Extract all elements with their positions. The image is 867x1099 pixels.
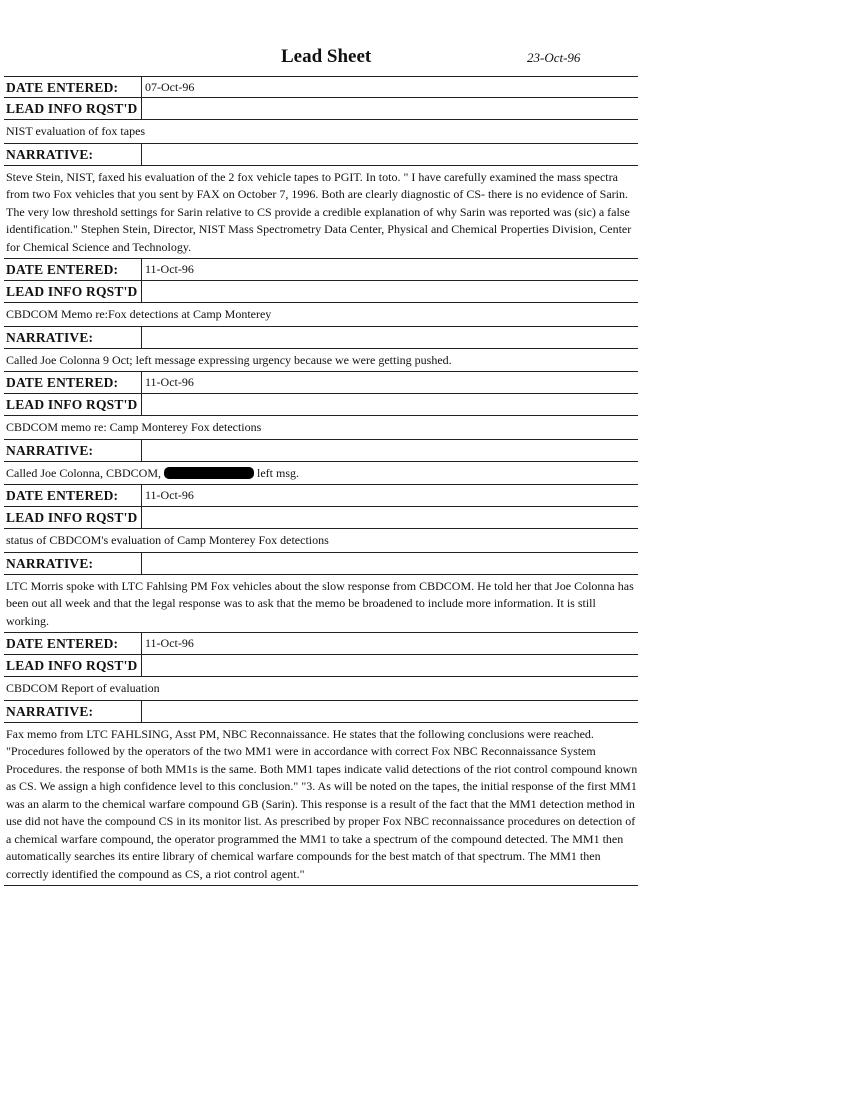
narrative-text: LTC Morris spoke with LTC Fahlsing PM Fox vehicles about the slow response from CBDCOM. He told her that Joe Colonna has been out all week and that the legal response was to ask that the memo be broadened to include more information. It is still working. bbox=[4, 575, 638, 634]
date-entered-row bbox=[4, 372, 638, 394]
lead-subject: NIST evaluation of fox tapes bbox=[4, 120, 638, 144]
narrative-row bbox=[4, 144, 638, 166]
date-entered-row bbox=[4, 259, 638, 281]
narrative-label: NARRATIVE: bbox=[4, 327, 142, 348]
lead-info-row bbox=[4, 394, 638, 416]
narrative-text: Steve Stein, NIST, faxed his evaluation of the 2 fox vehicle tapes to PGIT. In toto. " I have carefully examined the mass spectra from two Fox vehicles that you sent by FAX on October 7, 1996. Both are clearly diagnostic of CS- there is no evidence of Sarin. The very low threshold settings for Sarin relative to CS provide a credible explanation of why Sarin was reported was (sic) a false identification." Stephen Stein, Director, NIST Mass Spectrometry Data Center, Physical and Chemical Properties Division, Center for Chemical Science and Technology. bbox=[4, 166, 638, 260]
date-entered-row bbox=[4, 485, 638, 507]
date-entered-label: DATE ENTERED: bbox=[4, 77, 142, 97]
date-entered-row bbox=[4, 76, 638, 98]
lead-info-value bbox=[142, 507, 638, 528]
narrative-row bbox=[4, 553, 638, 575]
sheet-date: 23-Oct-96 bbox=[527, 50, 581, 65]
lead-entries bbox=[4, 76, 638, 886]
date-entered-value: 11-Oct-96 bbox=[145, 636, 194, 650]
date-entered-label: DATE ENTERED: bbox=[4, 259, 142, 280]
date-entered-label: DATE ENTERED: bbox=[4, 633, 142, 654]
narrative-text-start: Called Joe Colonna, CBDCOM, bbox=[6, 465, 161, 480]
lead-info-row bbox=[4, 507, 638, 529]
date-entered-label: DATE ENTERED: bbox=[4, 372, 142, 393]
redaction-mark bbox=[164, 467, 254, 479]
lead-subject: CBDCOM Report of evaluation bbox=[4, 677, 638, 701]
lead-info-value bbox=[142, 98, 638, 119]
narrative-row bbox=[4, 440, 638, 462]
lead-subject: CBDCOM memo re: Camp Monterey Fox detections bbox=[4, 416, 638, 440]
date-entered-value: 11-Oct-96 bbox=[145, 488, 194, 502]
narrative-text: Called Joe Colonna 9 Oct; left message expressing urgency because we were getting pushed. bbox=[4, 349, 638, 373]
date-entered-value: 07-Oct-96 bbox=[145, 80, 195, 94]
page-title: Lead Sheet bbox=[281, 46, 372, 67]
lead-info-label: LEAD INFO RQST'D bbox=[4, 394, 142, 415]
narrative-label: NARRATIVE: bbox=[4, 701, 142, 722]
narrative-label: NARRATIVE: bbox=[4, 440, 142, 461]
lead-info-row bbox=[4, 281, 638, 303]
lead-subject: status of CBDCOM's evaluation of Camp Monterey Fox detections bbox=[4, 529, 638, 553]
narrative-text-end: left msg. bbox=[257, 465, 299, 480]
date-entered-row bbox=[4, 633, 638, 655]
lead-info-row bbox=[4, 655, 638, 677]
lead-info-value bbox=[142, 281, 638, 302]
narrative-label: NARRATIVE: bbox=[4, 553, 142, 574]
lead-info-label: LEAD INFO RQST'D bbox=[4, 655, 142, 676]
narrative-text bbox=[4, 462, 638, 486]
narrative-label: NARRATIVE: bbox=[4, 144, 142, 165]
date-entered-value: 11-Oct-96 bbox=[145, 262, 194, 276]
lead-info-label: LEAD INFO RQST'D bbox=[4, 98, 142, 119]
date-entered-value: 11-Oct-96 bbox=[145, 375, 194, 389]
lead-info-value bbox=[142, 394, 638, 415]
narrative-row bbox=[4, 701, 638, 723]
narrative-text: Fax memo from LTC FAHLSING, Asst PM, NBC Reconnaissance. He states that the following conclusions were reached. "Procedures followed by the operators of the two MM1 were in accordance with correct Fox NBC Reconnaissance System Procedures. the response of both MM1s is the same. Both MM1 tapes indicate valid detections of the riot control compound known as CS. We assign a high confidence level to this conclusion." "3. As will be noted on the tapes, the initial response of the first MM1 was an alarm to the chemical warfare compound GB (Sarin). This response is a result of the fact that the MM1 detection method in use did not have the compound CS in its monitor list. As prescribed by proper Fox NBC reconnaissance procedures on detection of a chemical warfare compound, the operator programmed the MM1 to take a spectrum of the compound detected. The MM1 then automatically searches its entire library of chemical warfare compounds for the best match of that spectrum. The MM1 then correctly identified the compound as CS, a riot control agent." bbox=[4, 723, 638, 887]
lead-info-value bbox=[142, 655, 638, 676]
lead-info-label: LEAD INFO RQST'D bbox=[4, 507, 142, 528]
lead-info-row bbox=[4, 98, 638, 120]
narrative-row bbox=[4, 327, 638, 349]
lead-info-label: LEAD INFO RQST'D bbox=[4, 281, 142, 302]
lead-subject: CBDCOM Memo re:Fox detections at Camp Monterey bbox=[4, 303, 638, 327]
date-entered-label: DATE ENTERED: bbox=[4, 485, 142, 506]
